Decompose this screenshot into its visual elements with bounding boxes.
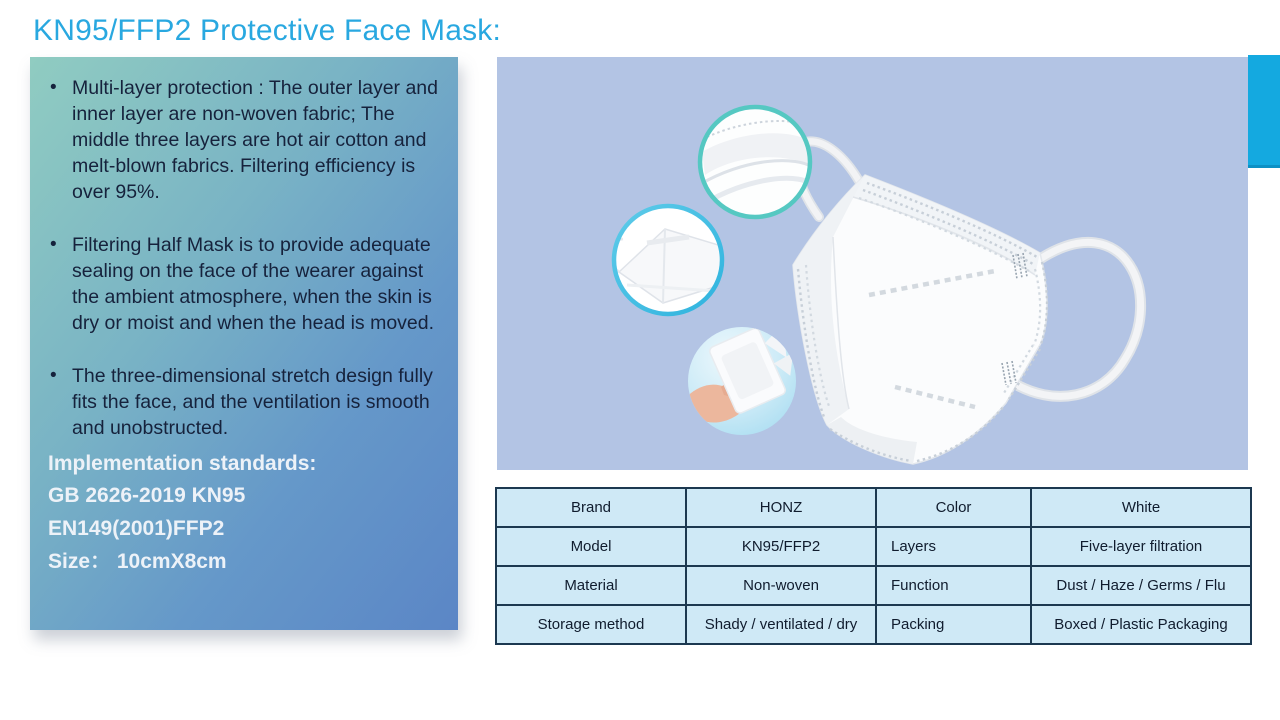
bullet-icon: • — [50, 365, 57, 386]
spec-key-cell: Model — [496, 527, 686, 566]
bullet-item — [48, 75, 452, 205]
spec-key-cell: Packing — [876, 605, 1031, 644]
spec-value-cell: Dust / Haze / Germs / Flu — [1031, 566, 1251, 605]
spec-key-cell: Layers — [876, 527, 1031, 566]
standards-line: Size： 10cmX8cm — [48, 550, 227, 573]
bullet-text: Filtering Half Mask is to provide adequate sealing on the face of the wearer against the ambient atmosphere, when the skin is dry or moist and when the head is moved. — [72, 234, 435, 334]
spec-value-cell: White — [1031, 488, 1251, 527]
info-panel — [30, 57, 458, 630]
spec-value-cell: KN95/FFP2 — [686, 527, 876, 566]
folded-mask-circle-icon — [609, 206, 737, 314]
standards-line: EN149(2001)FFP2 — [48, 517, 225, 540]
bullet-icon: • — [50, 77, 57, 98]
fabric-closeup-circle-icon — [699, 107, 815, 217]
accent-side-tab — [1248, 55, 1280, 168]
table-row — [496, 566, 1251, 605]
standards-line: GB 2626-2019 KN95 — [48, 484, 246, 507]
bullet-text: The three-dimensional stretch design fully fits the face, and the ventilation is smooth and unobstructed. — [72, 365, 433, 439]
hand-holding-packaged-mask-circle-icon — [685, 317, 809, 435]
spec-value-cell: HONZ — [686, 488, 876, 527]
spec-key-cell: Material — [496, 566, 686, 605]
spec-value-cell: Boxed / Plastic Packaging — [1031, 605, 1251, 644]
bullet-item — [48, 232, 452, 336]
standards-heading: Implementation standards: — [48, 452, 317, 475]
mask-body — [793, 175, 1047, 464]
spec-value-cell: Shady / ventilated / dry — [686, 605, 876, 644]
table-row — [496, 488, 1251, 527]
product-image-panel — [497, 57, 1248, 470]
spec-key-cell: Brand — [496, 488, 686, 527]
spec-key-cell: Function — [876, 566, 1031, 605]
spec-table — [495, 487, 1252, 645]
bullet-icon: • — [50, 234, 57, 255]
spec-value-cell: Five-layer filtration — [1031, 527, 1251, 566]
spec-key-cell: Color — [876, 488, 1031, 527]
page-title: KN95/FFP2 Protective Face Mask: — [33, 14, 502, 47]
bullet-item — [48, 363, 452, 441]
product-photo — [497, 57, 1248, 470]
spec-key-cell: Storage method — [496, 605, 686, 644]
spec-value-cell: Non-woven — [686, 566, 876, 605]
table-row — [496, 527, 1251, 566]
implementation-standards — [48, 449, 452, 578]
table-row — [496, 605, 1251, 644]
bullet-text: Multi-layer protection : The outer layer and inner layer are non-woven fabric; The middle three layers are hot air cotton and melt-blown fabrics. Filtering efficiency is over 95%. — [72, 77, 438, 203]
